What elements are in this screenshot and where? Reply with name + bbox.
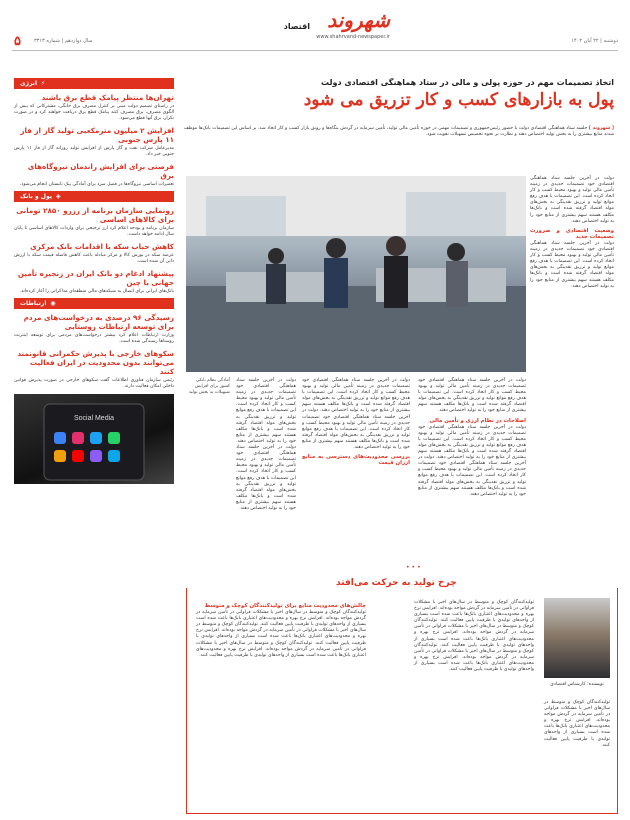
lead-intro-label: [ شهروند ] — [588, 126, 614, 131]
sidebar-text: وزارت ارتباطات اعلام کرد بیشتر درخواست‌های مردمی برای توسعه اینترنت روستاها رسیدگی شده است. — [14, 333, 174, 344]
box-column-1: تولیدکنندگان کوچک و متوسط در سال‌های اخیر با مشکلات فراوانی در تأمین سرمایه در گردش مواجه بوده‌اند. افزایش نرخ بهره و محدودیت‌های اعتباری بانک‌ها باعث شده است بسیاری از واحدهای تولیدی با ظرفیت پایین فعالیت کنند. — [544, 700, 610, 748]
sidebar-text: رئیس سازمان فناوری اطلاعات گفت سکوهای خارجی در صورت پذیرش قوانین داخلی امکان فعالیت دارند. — [14, 378, 174, 389]
column-2: دولت در آخرین جلسه ستاد هماهنگی اقتصادی خود تصمیمات جدیدی در زمینه تأمین مالی تولید و بهبود محیط کسب و کار اتخاذ کرده است. این تصمیمات با هدف رفع موانع تولید و تزریق نقدینگی به بخش‌های مولد اقتصاد گرفته شده است و بانک‌ها مکلف هستند سهم بیشتری از منابع خود را به تولید اختصاص دهند. اصلاحات در نظام ارزی و تأمین مالی دولت در آخرین جلسه ستاد هماهنگی اقتصادی خود تصمیمات جدیدی در زمینه تأمین مالی تولید و بهبود محیط کسب و کار اتخاذ کرده است. این تصمیمات با هدف رفع موانع تولید و تزریق نقدینگی به بخش‌های مولد اقتصاد گرفته شده است و بانک‌ها مکلف هستند سهم بیشتری از منابع خود را به تولید اختصاص دهند. دولت در آخرین جلسه ستاد هماهنگی اقتصادی خود تصمیمات جدیدی در زمینه تأمین مالی تولید و بهبود محیط کسب و کار اتخاذ کرده است. این تصمیمات با هدف رفع موانع تولید و تزریق نقدینگی به بخش‌های مولد اقتصاد گرفته شده است و بانک‌ها مکلف هستند سهم بیشتری از منابع خود را به تولید اختصاص دهند. — [418, 378, 526, 497]
page-number: ۵ — [14, 34, 21, 49]
section-bar-energy: ⚡ انرژی — [14, 78, 174, 89]
separator-dots: ••• — [406, 564, 423, 571]
photo-caption: آمادگی نظام بانکی کشور برای افزایش تسهیلات به بخش تولید — [188, 378, 230, 395]
sidebar-headline: پیشنهاد ادغام دو بانک ایران در زنجیره تأمین جهانی با چین — [17, 269, 174, 287]
masthead-divider — [12, 50, 618, 51]
phone-apps-illustration — [14, 394, 174, 484]
lead-photo — [186, 176, 526, 372]
section-bar-telecom: ◉ ارتباطات — [14, 298, 174, 309]
sidebar-text: عرضه سکه در بورس کالا و مرکز مبادله باعث کاهش فاصله قیمت سکه با ارزش ذاتی آن شده است. — [14, 253, 174, 264]
column-3: دولت در آخرین جلسه ستاد هماهنگی اقتصادی خود تصمیمات جدیدی در زمینه تأمین مالی تولید و بهبود محیط کسب و کار اتخاذ کرده است. این تصمیمات با هدف رفع موانع تولید و تزریق نقدینگی به بخش‌های مولد اقتصاد گرفته شده است و بانک‌ها مکلف هستند سهم بیشتری از منابع خود را به تولید اختصاص دهند. دولت در آخرین جلسه ستاد هماهنگی اقتصادی خود تصمیمات جدیدی در زمینه تأمین مالی تولید و بهبود محیط کسب و کار اتخاذ کرده است. این تصمیمات با هدف رفع موانع تولید و تزریق نقدینگی به بخش‌های مولد اقتصاد گرفته شده است و بانک‌ها مکلف هستند سهم بیشتری از منابع خود را به تولید اختصاص دهند. بررسی محدودیت‌های دسترسی به منابع ارزان قیمت — [302, 378, 410, 467]
lead-headline: پول به بازارهای کسب و کار تزریق می شود — [303, 90, 614, 110]
sidebar-text: سازمان برنامه و بودجه اعلام کرد ارز ترجیحی برای واردات کالاهای اساسی تا پایان سال ادامه خواهد داشت. — [14, 226, 174, 237]
column-2-subheading: اصلاحات در نظام ارزی و تأمین مالی — [429, 417, 526, 424]
sidebar-text: مدیرعامل شرکت نفت و گاز پارس از افزایش تولید روزانه گاز از فاز ۱۱ پارس جنوبی خبر داد. — [14, 146, 174, 157]
sidebar — [14, 78, 174, 808]
logo — [240, 6, 390, 46]
logo-section: اقتصاد — [283, 22, 310, 31]
issue-line: سال دوازدهم | شماره ۳۳۱۳ — [34, 38, 93, 44]
masthead — [0, 0, 630, 68]
money-icon: ◈ — [56, 193, 61, 200]
column-subheading: وضعیت اقتصادی و ضرورت تصمیمات جدید — [530, 227, 614, 240]
box-column-2: تولیدکنندگان کوچک و متوسط در سال‌های اخیر با مشکلات فراوانی در تأمین سرمایه در گردش مواجه بوده‌اند. افزایش نرخ بهره و محدودیت‌های اعتباری بانک‌ها باعث شده است بسیاری از واحدهای تولیدی با ظرفیت پایین فعالیت کنند. تولیدکنندگان کوچک و متوسط در سال‌های اخیر با مشکلات فراوانی در تأمین سرمایه در گردش مواجه بوده‌اند. افزایش نرخ بهره و محدودیت‌های اعتباری بانک‌ها باعث شده است بسیاری از واحدهای تولیدی با ظرفیت پایین فعالیت کنند. تولیدکنندگان کوچک و متوسط در سال‌های اخیر با مشکلات فراوانی در تأمین سرمایه در گردش مواجه بوده‌اند. افزایش نرخ بهره و محدودیت‌های اعتباری بانک‌ها باعث شده است بسیاری از واحدهای تولیدی با ظرفیت پایین فعالیت کنند. — [414, 600, 534, 673]
sidebar-headline: افزایش ۲ میلیون مترمکعبی تولید گاز از فاز ۱۱ پارس جنوبی — [20, 126, 174, 144]
column-3-subheading: بررسی محدودیت‌های دسترسی به منابع ارزان قیمت — [302, 454, 410, 467]
column-4: دولت در آخرین جلسه ستاد هماهنگی اقتصادی خود تصمیمات جدیدی در زمینه تأمین مالی تولید و بهبود محیط کسب و کار اتخاذ کرده است. این تصمیمات با هدف رفع موانع تولید و تزریق نقدینگی به بخش‌های مولد اقتصاد گرفته شده است و بانک‌ها مکلف هستند سهم بیشتری از منابع خود را به تولید اختصاص دهند. دولت در آخرین جلسه ستاد هماهنگی اقتصادی خود تصمیمات جدیدی در زمینه تأمین مالی تولید و بهبود محیط کسب و کار اتخاذ کرده است. این تصمیمات با هدف رفع موانع تولید و تزریق نقدینگی به بخش‌های مولد اقتصاد گرفته شده است و بانک‌ها مکلف هستند سهم بیشتری از منابع خود را به تولید اختصاص دهند. — [235, 378, 296, 511]
lead-kicker: اتخاذ تصمیمات مهم در حوزه پولی و مالی در ستاد هماهنگی اقتصادی دولت — [321, 78, 614, 87]
signal-icon: ◉ — [50, 300, 56, 307]
author-name: نویسنده: کارشناس اقتصادی — [550, 682, 604, 687]
social-media-photo — [14, 394, 174, 484]
section-bar-banking: ◈ پول و بانک — [14, 191, 174, 202]
bank-hall-illustration — [186, 176, 526, 372]
sidebar-headline: کاهش حباب سکه با اقدامات بانک مرکزی — [30, 242, 174, 251]
box-subheading: چالش‌های محدودیت منابع برای تولیدکنندگان کوچک و متوسط — [204, 603, 366, 609]
sidebar-headline: رونمایی سازمان برنامه از رزرو ۲۸۵۰ تومانی برای کالاهای اساسی — [16, 206, 174, 224]
sidebar-headline: تهران‌ها منتظر پیامک قطع برق باشند — [41, 93, 174, 102]
sidebar-headline: سکوهای خارجی با پذیرش حکمرانی قانونمند می‌توانند بدون محدودیت در ایران فعالیت کنند — [17, 349, 174, 376]
energy-icon: ⚡ — [41, 80, 46, 87]
logo-name: شهروند — [327, 8, 390, 32]
sidebar-text: تعمیرات اساسی نیروگاه‌ها در فصل سرد برای آمادگی پیک تابستان انجام می‌شود. — [19, 182, 174, 187]
column-right: دولت در آخرین جلسه ستاد هماهنگی اقتصادی خود تصمیمات جدیدی در زمینه تأمین مالی تولید و بهبود محیط کسب و کار اتخاذ کرده است. این تصمیمات با هدف رفع موانع تولید و تزریق نقدینگی به بخش‌های مولد اقتصاد گرفته شده است و بانک‌ها مکلف هستند سهم بیشتری از منابع خود را به تولید اختصاص دهند. وضعیت اقتصادی و ضرورت تصمیمات جدید دولت در آخرین جلسه ستاد هماهنگی اقتصادی خود تصمیمات جدیدی در زمینه تأمین مالی تولید و بهبود محیط کسب و کار اتخاذ کرده است. این تصمیمات با هدف رفع موانع تولید و تزریق نقدینگی به بخش‌های مولد اقتصاد گرفته شده است و بانک‌ها مکلف هستند سهم بیشتری از منابع خود را به تولید اختصاص دهند. — [530, 176, 614, 289]
date-line: دوشنبه | ۲۲ آبان ۱۴۰۲ — [571, 38, 618, 44]
sidebar-text: بانک‌های ایرانی برای اتصال به شبکه‌های مالی منطقه‌ای مذاکراتی را آغاز کرده‌اند. — [19, 289, 174, 294]
lead-intro — [184, 126, 614, 138]
social-media-label: Social Media — [73, 415, 115, 422]
feature-box-title: چرخ تولید به حرکت می‌افتد — [330, 578, 463, 588]
logo-url: www.shahrvand-newspaper.ir — [316, 34, 390, 40]
lead-intro-text: جلسه ستاد هماهنگی اقتصادی دولت با حضور رئیس‌جمهوری و تصمیمات مهمی در حوزه تأمین مالی تولید، تأمین سرمایه در گردش بنگاه‌ها و رونق بازار کسب و کار اتخاذ شد. بر اساس این تصمیمات بانک‌ها موظف شدند منابع بیشتری را به بخش تولید اختصاص دهند و نظارت بر نحوه تخصیص تسهیلات تقویت شود. — [184, 126, 614, 138]
box-column-3: چالش‌های محدودیت منابع برای تولیدکنندگان کوچک و متوسط تولیدکنندگان کوچک و متوسط در سال‌های اخیر با مشکلات فراوانی در تأمین سرمایه در گردش مواجه بوده‌اند. افزایش نرخ بهره و محدودیت‌های اعتباری بانک‌ها باعث شده است بسیاری از واحدهای تولیدی با ظرفیت پایین فعالیت کنند. تولیدکنندگان کوچک و متوسط در سال‌های اخیر با مشکلات فراوانی در تأمین سرمایه در گردش مواجه بوده‌اند. افزایش نرخ بهره و محدودیت‌های اعتباری بانک‌ها باعث شده است بسیاری از واحدهای تولیدی با ظرفیت پایین فعالیت کنند. تولیدکنندگان کوچک و متوسط در سال‌های اخیر با مشکلات فراوانی در تأمین سرمایه در گردش مواجه بوده‌اند. افزایش نرخ بهره و محدودیت‌های اعتباری بانک‌ها باعث شده است بسیاری از واحدهای تولیدی با ظرفیت پایین فعالیت کنند. — [196, 603, 366, 658]
author-portrait — [544, 598, 610, 678]
sidebar-headline: فرصتی برای افزایش راندمان نیروگاه‌های برق — [27, 162, 174, 180]
sidebar-headline: رسیدگی ۹۶ درصدی به درخواست‌های مردم برای توسعه ارتباطات روستایی — [23, 313, 174, 331]
sidebar-text: در راستای تصمیم دولت مبنی بر کنترل مصرف برق خانگی، مشترکانی که بیش از الگوی مصرف، برق مصرف کنند پیامک قطع برق دریافت خواهند کرد و در صورت تکرار، برق آنها قطع می‌شود. — [14, 104, 174, 121]
